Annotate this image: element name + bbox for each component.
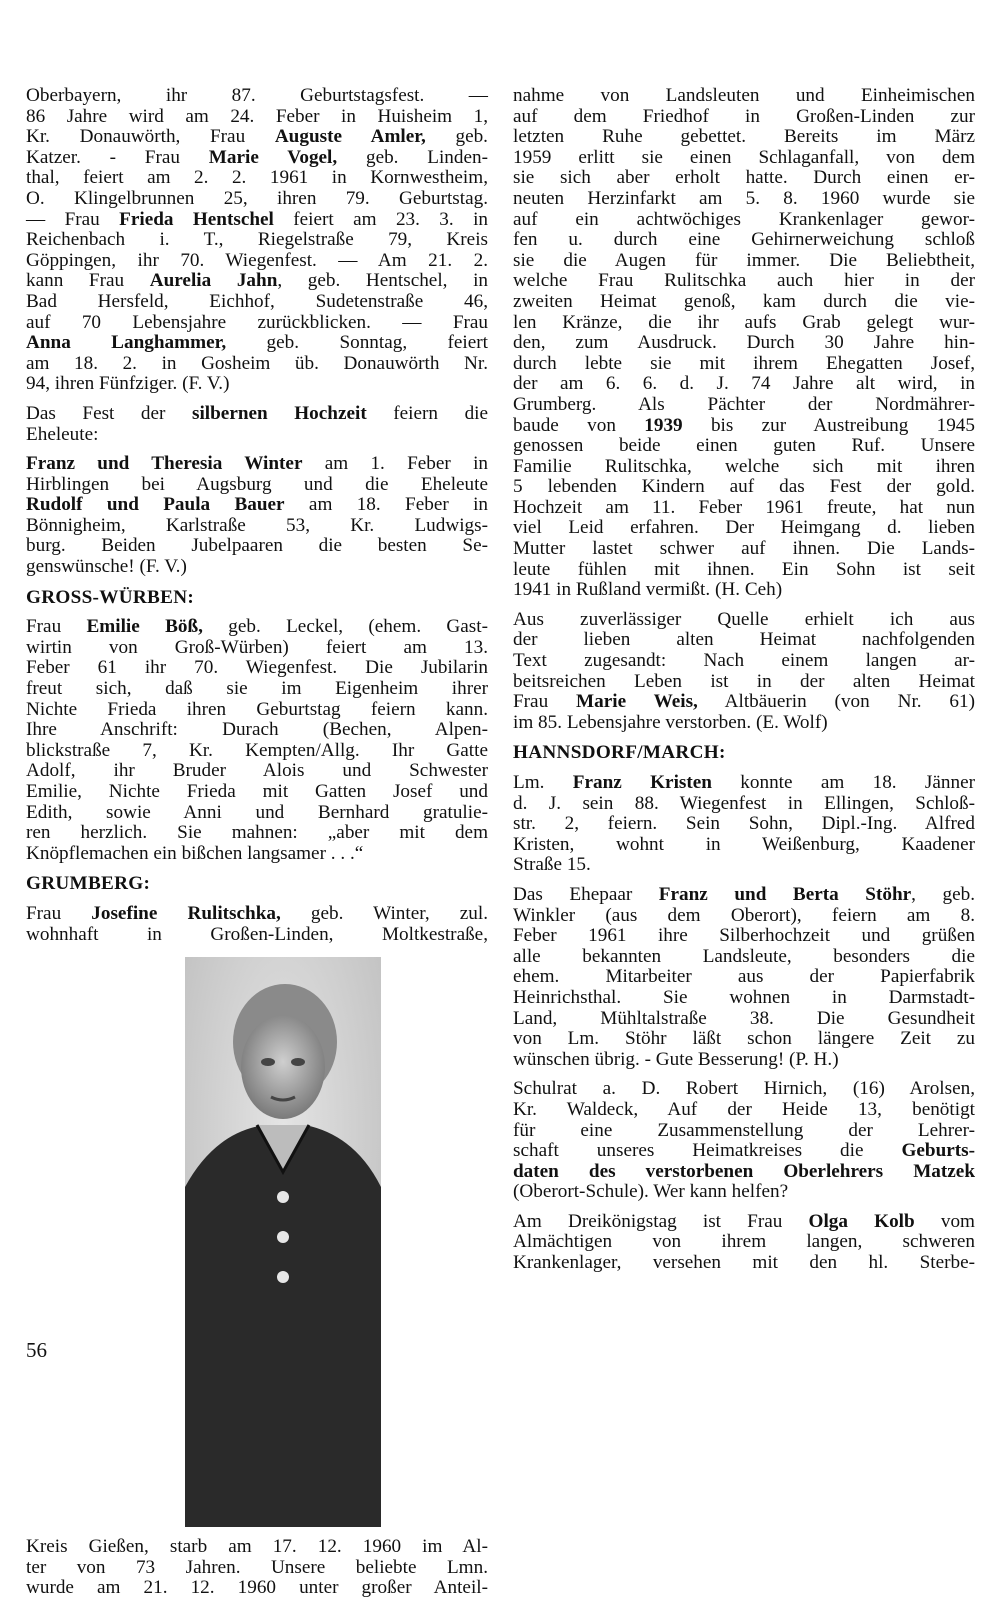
page-number: 56: [26, 1338, 47, 1362]
paragraph: [513, 773, 975, 876]
text-line: [26, 925, 488, 946]
text-line: [26, 638, 488, 659]
text-segment: von Lm. Stöhr läßt schon längere Zeit zu: [513, 1028, 975, 1050]
text-line: [513, 333, 975, 354]
text-line: [26, 251, 488, 272]
bold-name: silbernen Hochzeit: [192, 402, 367, 424]
text-line: [513, 1182, 975, 1203]
text-line: [513, 1121, 975, 1142]
text-line: [513, 251, 975, 272]
paragraph: [26, 617, 488, 864]
text-line: [26, 700, 488, 721]
bold-name: Auguste Amler,: [274, 126, 426, 148]
text-segment: Kristen, wohnt in Weißenburg, Kaadener: [513, 833, 975, 855]
text-line: [26, 425, 488, 446]
text-segment: len Kränze, die ihr aufs Grab gelegt wur-: [513, 311, 975, 333]
text-line: [513, 1162, 975, 1183]
text-line: [513, 416, 975, 437]
text-segment: Frau: [26, 902, 92, 924]
text-segment: genossen beide einen guten Ruf. Unsere: [513, 435, 975, 457]
text-line: [26, 720, 488, 741]
text-segment: letzten Ruhe gebettet. Bereits im März: [513, 126, 975, 148]
text-segment: Kr. Donauwörth, Frau: [26, 126, 275, 148]
text-segment: geb. Linden-: [337, 146, 488, 168]
text-segment: beitsreichen Leben ist in der alten Heimat: [513, 670, 975, 692]
text-segment: feiert am 23. 3. in: [273, 208, 489, 230]
text-segment: Nichte Frieda ihren Geburtstag feiern kann.: [26, 698, 488, 720]
text-line: [513, 292, 975, 313]
bold-name: Marie Vogel,: [208, 146, 338, 168]
text-segment: genswünsche! (F. V.): [26, 556, 187, 578]
text-line: [513, 926, 975, 947]
text-segment: Hirblingen bei Augsburg und die Eheleute: [26, 473, 488, 495]
bold-name: Marie Weis,: [576, 691, 698, 713]
text-line: [26, 904, 488, 925]
text-line: [26, 454, 488, 475]
bold-name: daten des verstorbenen Oberlehrers Matzek: [513, 1160, 975, 1182]
bold-name: Franz Kristen: [572, 772, 712, 793]
text-line: [26, 516, 488, 537]
text-segment: Ihre Anschrift: Durach (Bechen, Alpen-: [26, 719, 488, 741]
text-segment: wirtin von Groß-Würben) feiert am 13.: [26, 636, 488, 658]
text-line: [513, 539, 975, 560]
text-segment: Schulrat a. D. Robert Hirnich, (16) Arolsen,: [513, 1078, 975, 1100]
text-line: [513, 967, 975, 988]
text-segment: geb.: [425, 126, 488, 148]
bold-name: Anna Langhammer,: [26, 332, 227, 354]
text-line: [513, 477, 975, 498]
text-segment: sie sich aber erholt hatte. Durch einen er-: [513, 167, 975, 189]
text-segment: viel Leid erfahren. Der Heimgang d. lieben: [513, 517, 975, 539]
text-line: [513, 148, 975, 169]
text-line: [513, 906, 975, 927]
text-line: [513, 1253, 975, 1274]
text-line: [26, 292, 488, 313]
text-segment: Knöpflemachen ein bißchen langsamer . . .“: [26, 842, 364, 864]
text-segment: geb. Sonntag, feiert: [226, 332, 489, 354]
text-line: [513, 271, 975, 292]
text-segment: Straße 15.: [513, 854, 591, 876]
text-segment: Reichenbach i. T., Riegelstraße 79, Kreis: [26, 229, 488, 251]
text-line: [513, 651, 975, 672]
paragraph: [513, 1079, 975, 1203]
text-line: [26, 803, 488, 824]
text-line: [26, 741, 488, 762]
text-line: [26, 617, 488, 638]
text-segment: auf 70 Lebensjahre zurückblicken. — Frau: [26, 311, 488, 333]
text-segment: auf ein achtwöchiges Krankenlager gewor-: [513, 208, 975, 230]
text-segment: auf dem Friedhof in Großen-Linden zur: [513, 105, 975, 127]
paragraph: [513, 1212, 975, 1274]
text-line: [26, 844, 488, 865]
text-line: [513, 560, 975, 581]
paragraph: [513, 86, 975, 601]
text-line: [513, 168, 975, 189]
text-line: [513, 1100, 975, 1121]
text-line: [26, 168, 488, 189]
text-line: [26, 495, 488, 516]
paragraph: [26, 1537, 488, 1599]
text-line: [513, 692, 975, 713]
text-segment: neuten Herzinfarkt am 5. 8. 1960 wurde sie: [513, 187, 975, 209]
text-segment: Adolf, ihr Bruder Alois und Schwester: [26, 760, 488, 782]
text-line: [26, 271, 488, 292]
text-segment: Altbäuerin (von Nr. 61): [697, 691, 976, 713]
text-segment: Das Ehepaar: [513, 883, 659, 905]
text-segment: für eine Zusammenstellung der Lehrer-: [513, 1119, 975, 1141]
text-line: [26, 230, 488, 251]
text-line: [513, 518, 975, 539]
text-segment: baude von: [513, 414, 645, 436]
text-line: [513, 988, 975, 1009]
text-segment: wünschen übrig. - Gute Besserung! (P. H.): [513, 1048, 839, 1070]
text-segment: Heinrichsthal. Sie wohnen in Darmstadt-: [513, 986, 975, 1008]
text-segment: leute fühlen mit ihnen. Ein Sohn ist seit: [513, 558, 975, 580]
text-line: [26, 658, 488, 679]
bold-name: Franz und Theresia Winter: [26, 453, 303, 475]
text-segment: kann Frau: [26, 270, 150, 292]
text-line: [513, 457, 975, 478]
text-segment: welche Frau Rulitschka auch hier in der: [513, 270, 975, 292]
text-line: [513, 395, 975, 416]
text-line: [513, 794, 975, 815]
text-line: [513, 672, 975, 693]
text-segment: , geb. Hentschel, in: [277, 270, 489, 292]
text-line: [26, 1578, 488, 1599]
text-segment: burg. Beiden Jubelpaaren die besten Se-: [26, 535, 488, 557]
text-line: [26, 782, 488, 803]
text-segment: im 85. Lebensjahre verstorben. (E. Wolf): [513, 711, 828, 733]
text-line: [513, 107, 975, 128]
text-segment: Feber 1961 ihre Silberhochzeit und grüßen: [513, 925, 975, 947]
text-line: [26, 86, 488, 107]
text-segment: konnte am 18. Jänner: [711, 772, 975, 793]
text-segment: 1941 in Rußland vermißt. (H. Ceh): [513, 579, 783, 601]
text-segment: feiern die: [366, 402, 489, 424]
text-segment: ren herzlich. Sie mahnen: „aber mit dem: [26, 822, 488, 844]
text-line: [26, 1537, 488, 1558]
bold-name: 1939: [644, 414, 683, 436]
paragraph: [26, 904, 488, 945]
text-segment: bis zur Austreibung 1945: [682, 414, 975, 436]
text-line: [513, 86, 975, 107]
text-line: [26, 536, 488, 557]
text-segment: Katzer. - Frau: [26, 146, 209, 168]
text-line: [513, 1212, 975, 1233]
text-segment: den, zum Ausdruck. Durch 30 Jahre hin-: [513, 332, 975, 354]
text-segment: thal, feiert am 2. 2. 1961 in Kornwestheim,: [26, 167, 488, 189]
text-segment: freut sich, daß sie im Eigenheim ihrer: [26, 678, 488, 700]
text-line: [513, 835, 975, 856]
text-segment: Emilie, Nichte Frieda mit Gatten Josef und: [26, 781, 488, 802]
text-line: [513, 1050, 975, 1071]
text-segment: str. 2, feiern. Sein Sohn, Dipl.-Ing. Alfred: [513, 813, 975, 835]
text-line: [26, 313, 488, 334]
text-line: [26, 210, 488, 231]
text-line: [513, 1009, 975, 1030]
text-segment: am 18. Feber in: [284, 494, 488, 516]
text-segment: 5 lebenden Kindern auf das Fest der gold.: [513, 476, 975, 498]
bold-name: Geburts-: [901, 1140, 975, 1162]
text-segment: d. J. sein 88. Wiegenfest in Ellingen, Schloß-: [513, 792, 975, 814]
text-segment: (Oberort-Schule). Wer kann helfen?: [513, 1181, 789, 1203]
paragraph: [26, 404, 488, 445]
text-segment: Kreis Gießen, starb am 17. 12. 1960 im Al-: [26, 1536, 488, 1558]
text-segment: Frau: [26, 616, 87, 638]
text-line: [26, 679, 488, 700]
text-line: [26, 354, 488, 375]
section-heading: HANNSDORF/MARCH:: [513, 742, 726, 764]
text-line: [513, 1029, 975, 1050]
section-heading: GROSS-WÜRBEN:: [26, 586, 195, 608]
text-segment: schaft unseres Heimatkreises die: [513, 1140, 902, 1162]
text-line: [26, 404, 488, 425]
text-line: [513, 127, 975, 148]
text-segment: Kr. Waldeck, Auf der Heide 13, benötigt: [513, 1098, 975, 1120]
text-line: [513, 580, 975, 601]
text-segment: fen u. durch eine Gehirnerweichung schloß: [513, 229, 975, 251]
bold-name: Josefine Rulitschka,: [91, 902, 281, 924]
paragraph: [513, 610, 975, 734]
text-segment: Krankenlager, versehen mit den hl. Sterbe-: [513, 1252, 975, 1274]
text-segment: Aus zuverlässiger Quelle erhielt ich aus: [513, 608, 975, 630]
text-line: [513, 210, 975, 231]
text-segment: zweiten Heimat genoß, kam durch die vie-: [513, 290, 975, 312]
text-line: [513, 947, 975, 968]
text-segment: Text zugesandt: Nach einem langen ar-: [513, 650, 975, 672]
text-segment: 86 Jahre wird am 24. Feber in Huisheim 1,: [26, 105, 488, 127]
text-segment: Oberbayern, ihr 87. Geburtstagsfest. —: [26, 85, 488, 106]
bold-name: Emilie Böß,: [86, 616, 203, 638]
text-segment: Winkler (aus dem Oberort), feiern am 8.: [513, 904, 975, 926]
text-segment: Eheleute:: [26, 423, 99, 445]
text-line: [26, 823, 488, 844]
section-heading: GRUMBERG:: [26, 873, 151, 895]
text-segment: geb. Winter, zul.: [280, 902, 488, 924]
bold-name: Aurelia Jahn: [149, 270, 278, 292]
text-segment: vom: [914, 1210, 975, 1232]
text-line: [513, 498, 975, 519]
bold-name: Rudolf und Paula Bauer: [26, 494, 285, 516]
text-segment: Bad Hersfeld, Eichhof, Sudetenstraße 46,: [26, 290, 488, 312]
bold-name: Olga Kolb: [808, 1210, 915, 1232]
portrait-photo: [185, 957, 381, 1527]
text-segment: wohnhaft in Großen-Linden, Moltkestraße,: [26, 923, 488, 945]
text-line: [26, 148, 488, 169]
text-line: [513, 814, 975, 835]
text-line: [513, 230, 975, 251]
bold-name: Franz und Berta Stöhr: [658, 883, 912, 905]
text-segment: durch lebte sie mit ihrem Ehegatten Josef,: [513, 352, 975, 374]
text-line: [26, 107, 488, 128]
text-line: [513, 855, 975, 876]
left-column: [26, 86, 488, 1599]
text-segment: sie die Augen für immer. Die Beliebtheit,: [513, 249, 975, 271]
text-segment: Am Dreikönigstag ist Frau: [513, 1210, 809, 1232]
text-line: [26, 127, 488, 148]
text-line: [513, 1079, 975, 1100]
text-line: [26, 761, 488, 782]
text-segment: der am 6. 6. d. J. 74 Jahre alt wird, in: [513, 373, 975, 395]
text-line: [513, 773, 975, 794]
text-line: [513, 1141, 975, 1162]
text-segment: alle bekannten Landsleute, besonders die: [513, 945, 975, 967]
text-line: [26, 189, 488, 210]
text-segment: am 18. 2. in Gosheim üb. Donauwörth Nr.: [26, 352, 488, 374]
text-segment: Frau: [513, 691, 577, 713]
text-segment: ehem. Mitarbeiter aus der Papierfabrik: [513, 966, 975, 988]
text-segment: Grumberg. Als Pächter der Nordmährer-: [513, 393, 975, 415]
text-line: [513, 354, 975, 375]
text-segment: , geb.: [911, 883, 975, 905]
text-segment: Lm.: [513, 772, 573, 793]
text-segment: Almächtigen von ihrem langen, schweren: [513, 1231, 975, 1253]
text-segment: wurde am 21. 12. 1960 unter großer Anteil-: [26, 1577, 488, 1599]
text-segment: — Frau: [26, 208, 120, 230]
text-segment: Feber 61 ihr 70. Wiegenfest. Die Jubilarin: [26, 657, 488, 679]
text-segment: Das Fest der: [26, 402, 192, 424]
text-line: [513, 885, 975, 906]
text-segment: Bönnigheim, Karlstraße 53, Kr. Ludwigs-: [26, 514, 488, 536]
text-line: [513, 313, 975, 334]
text-line: [26, 557, 488, 578]
right-column: [513, 86, 975, 1274]
text-segment: blickstraße 7, Kr. Kempten/Allg. Ihr Gatte: [26, 739, 488, 761]
text-segment: am 1. Feber in: [302, 453, 488, 475]
text-line: [26, 374, 488, 395]
text-line: [513, 1232, 975, 1253]
text-segment: der lieben alten Heimat nachfolgenden: [513, 629, 975, 651]
text-segment: nahme von Landsleuten und Einheimischen: [513, 85, 975, 106]
text-line: [513, 713, 975, 734]
text-segment: Hochzeit am 11. Feber 1961 freute, hat nun: [513, 496, 975, 518]
text-segment: ter von 73 Jahren. Unsere beliebte Lmn.: [26, 1556, 488, 1578]
text-segment: Göppingen, ihr 70. Wiegenfest. — Am 21. 2.: [26, 249, 488, 271]
bold-name: Frieda Hentschel: [119, 208, 274, 230]
text-line: [513, 436, 975, 457]
text-line: [26, 475, 488, 496]
paragraph: [26, 454, 488, 578]
text-line: [26, 333, 488, 354]
text-segment: geb. Leckel, (ehem. Gast-: [202, 616, 488, 638]
text-segment: Land, Mühltalstraße 38. Die Gesundheit: [513, 1007, 975, 1029]
text-segment: O. Klingelbrunnen 25, ihren 79. Geburtstag.: [26, 187, 488, 209]
text-segment: Familie Rulitschka, welche sich mit ihren: [513, 455, 975, 477]
paragraph: [513, 885, 975, 1070]
text-segment: Mutter lastet schwer auf ihnen. Die Lands-: [513, 538, 975, 560]
text-segment: Edith, sowie Anni und Bernhard gratulie-: [26, 801, 488, 823]
text-segment: 94, ihren Fünfziger. (F. V.): [26, 373, 230, 395]
text-segment: 1959 erlitt sie einen Schlaganfall, von dem: [513, 146, 975, 168]
text-line: [513, 610, 975, 631]
text-line: [513, 374, 975, 395]
text-line: [26, 1558, 488, 1579]
text-line: [513, 189, 975, 210]
text-line: [513, 630, 975, 651]
paragraph: [26, 86, 488, 395]
